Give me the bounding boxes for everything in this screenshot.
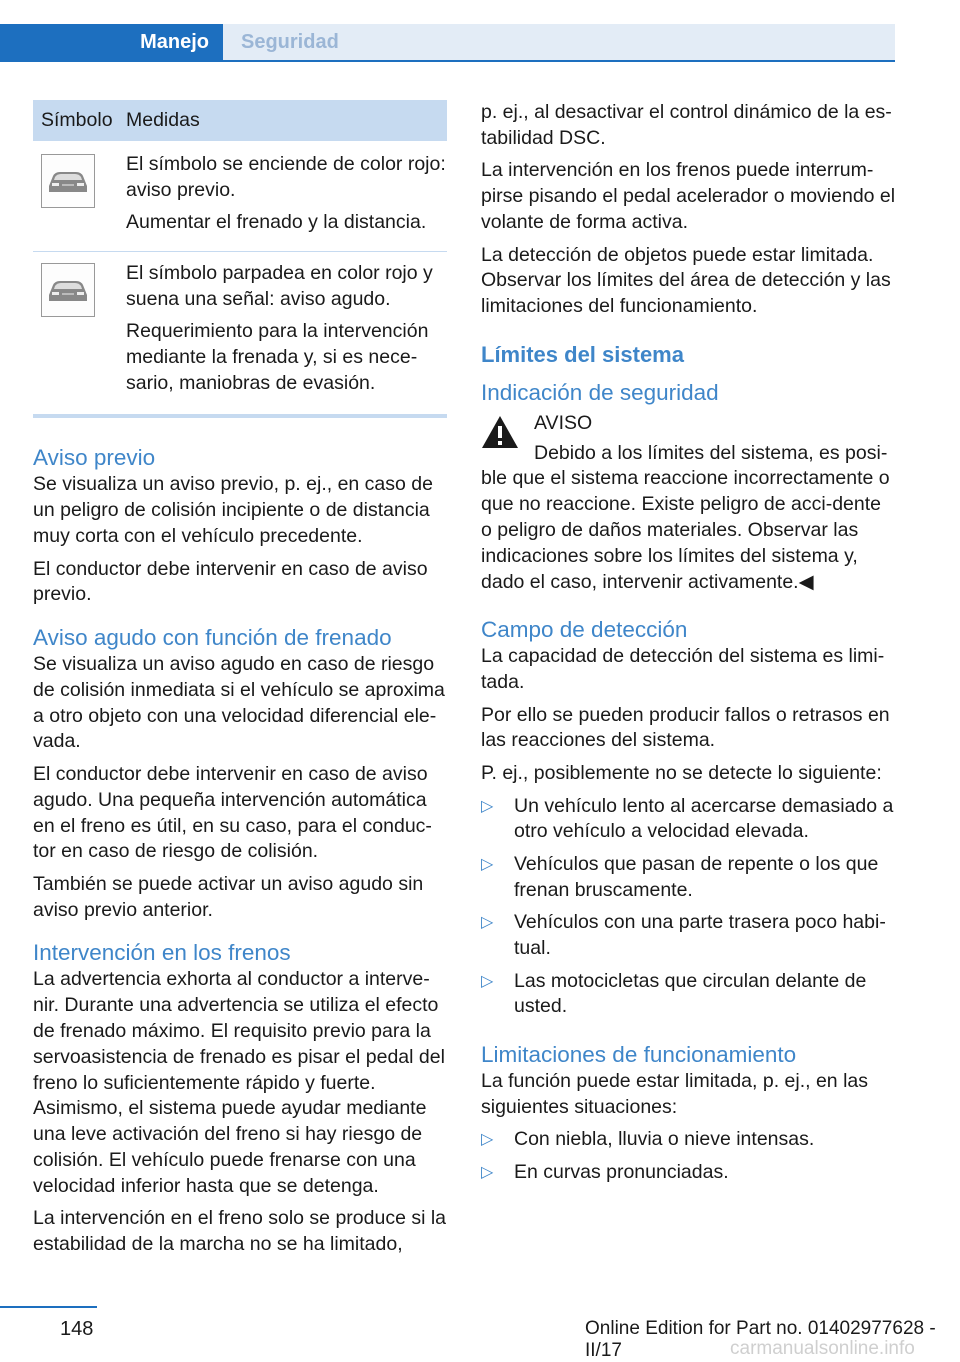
- paragraph: P. ej., posiblemente no se detecte lo siguiente:: [481, 761, 882, 784]
- warning-triangle-icon: [481, 415, 519, 449]
- heading-campo-deteccion: Campo de detección: [481, 617, 688, 643]
- triangle-bullet-icon: ▷: [481, 972, 494, 990]
- triangle-bullet-icon: ▷: [481, 1164, 494, 1182]
- heading-aviso-previo: Aviso previo: [33, 445, 156, 471]
- edition-text: Online Edition for Part no. 01402977628 - II/17: [585, 1318, 936, 1361]
- table-cell-text: El símbolo se enciende de color rojo: aviso previo.: [126, 153, 446, 201]
- watermark: carmanualsonline.info: [730, 1338, 915, 1359]
- paragraph: La capacidad de detección del sistema es limi-tada.: [481, 645, 885, 693]
- paragraph: Se visualiza un aviso agudo en caso de riesgo de colisión inmediata si el vehículo se aproxima a otro objeto con una velocidad diferencial ele-vada.: [33, 652, 445, 753]
- tab-manejo[interactable]: Manejo: [0, 24, 223, 60]
- paragraph: Por ello se pueden producir fallos o retrasos en las reacciones del sistema.: [481, 703, 890, 752]
- tab-seguridad[interactable]: Seguridad: [223, 24, 895, 60]
- triangle-bullet-icon: ▷: [481, 855, 494, 873]
- paragraph: La función puede estar limitada, p. ej., en las siguientes situaciones:: [481, 1070, 868, 1118]
- paragraph: La intervención en el freno solo se produce si la estabilidad de la marcha no se ha limitado,: [33, 1207, 447, 1256]
- heading-aviso-agudo: Aviso agudo con función de frenado: [33, 624, 392, 650]
- triangle-bullet-icon: ▷: [481, 797, 494, 815]
- list-item: ▷ En curvas pronunciadas.: [481, 1160, 896, 1186]
- list-item: ▷ Las motocicletas que circulan delante de usted.: [481, 969, 867, 1018]
- heading-limites-sistema: Límites del sistema: [481, 341, 684, 367]
- paragraph: La advertencia exhorta al conductor a interve-nir. Durante una advertencia se utiliza el efecto de frenado máximo. El requisito previo para la servoasistencia de frenado es pisar el pedal del freno lo suficientemente rápido y fuerte. Asimismo, el sistema puede ayudar mediante una leve activación del freno si hay riesgo de colisión. El vehículo puede frenarse con una velocidad inferior hasta que se detenga.: [33, 968, 445, 1197]
- table-header-symbol: Símbolo: [33, 100, 126, 141]
- symbol-table: [33, 100, 447, 418]
- table-row: [33, 141, 447, 252]
- warning-title: AVISO: [534, 411, 593, 434]
- table-header-row: [33, 100, 447, 141]
- list-item: ▷ Un vehículo lento al acercarse demasiado a otro vehículo a velocidad elevada.: [481, 794, 894, 843]
- heading-indicacion-seguridad: Indicación de seguridad: [481, 379, 719, 405]
- warning-notice: [481, 411, 896, 437]
- heading-intervencion: Intervención en los frenos: [33, 940, 291, 966]
- list-item: ▷ Con niebla, lluvia o nieve intensas.: [481, 1127, 896, 1153]
- footer-divider: [0, 1306, 97, 1308]
- paragraph: El conductor debe intervenir en caso de aviso previo.: [33, 557, 428, 606]
- paragraph: La intervención en los frenos puede interrum-pirse pisando el pedal acelerador o moviendo el volante de forma activa.: [481, 159, 896, 233]
- triangle-bullet-icon: ▷: [481, 1131, 494, 1149]
- list-item: ▷ Vehículos con una parte trasera poco habi-tual.: [481, 911, 886, 960]
- left-column: [33, 100, 447, 1265]
- table-row: [33, 252, 447, 416]
- table-header-measures: Medidas: [126, 100, 447, 141]
- table-cell-text: Aumentar el frenado y la distancia.: [126, 210, 427, 233]
- heading-limitaciones: Limitaciones de funcionamiento: [481, 1042, 797, 1068]
- triangle-bullet-icon: ▷: [481, 914, 494, 932]
- table-cell-text: Requerimiento para la intervención mediante la frenada y, si es nece-sario, maniobras de evasión.: [126, 319, 429, 394]
- paragraph: También se puede activar un aviso agudo sin aviso previo anterior.: [33, 872, 424, 921]
- table-cell-text: El símbolo parpadea en color rojo y suena una señal: aviso agudo.: [126, 262, 433, 311]
- paragraph: La detección de objetos puede estar limitada. Observar los límites del área de detección y las limitaciones del funcionamiento.: [481, 243, 891, 318]
- limitations-bullet-list: [481, 1127, 896, 1185]
- detection-bullet-list: [481, 794, 896, 1021]
- page-number: 148: [60, 1318, 94, 1340]
- paragraph: p. ej., al desactivar el control dinámico de la es-tabilidad DSC.: [481, 101, 892, 149]
- paragraph: El conductor debe intervenir en caso de aviso agudo. Una pequeña intervención automática en el freno es útil, en su caso, para el conduc-tor en caso de riesgo de colisión.: [33, 762, 432, 863]
- chapter-tabs: [0, 0, 895, 62]
- car-warning-icon: [41, 263, 95, 317]
- paragraph: Se visualiza un aviso previo, p. ej., en caso de un peligro de colisión incipiente o de distancia muy corta con el vehículo precedente.: [33, 473, 433, 547]
- list-item: ▷ Vehículos que pasan de repente o los que frenan bruscamente.: [481, 852, 879, 901]
- right-column: [481, 100, 896, 1193]
- warning-text: Debido a los límites del sistema, es posi-ble que el sistema reaccione incorrectamente o que no reaccione. Existe peligro de acci-dente o peligro de daños materiales. Observar las indicaciones sobre los límites del sistema y, dado el caso, intervenir activamente.◀: [481, 441, 890, 593]
- header-divider: [0, 60, 895, 62]
- car-warning-icon: [41, 154, 95, 208]
